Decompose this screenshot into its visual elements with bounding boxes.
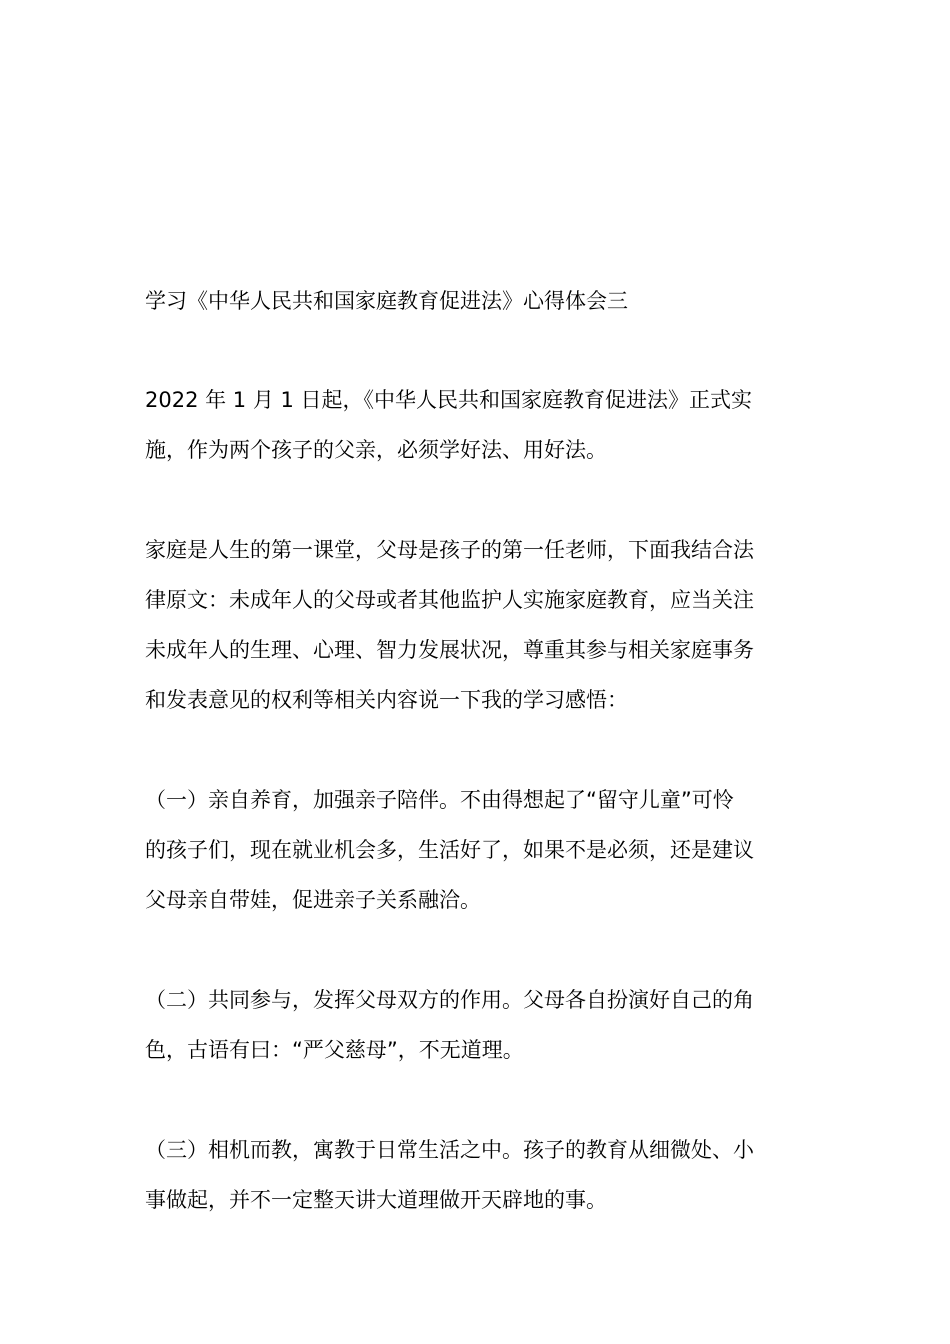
paragraph-law-text bbox=[145, 525, 810, 725]
document-title: 学习《中华人民共和国家庭教育促进法》心得体会三 bbox=[145, 289, 628, 313]
paragraph-intro bbox=[145, 375, 810, 475]
paragraph-point-three bbox=[145, 1125, 810, 1225]
paragraph-line: 父母亲自带娃，促进亲子关系融洽。 bbox=[145, 888, 481, 912]
paragraph-line: （三）相机而教，寓教于日常生活之中。孩子的教育从细微处、小 bbox=[145, 1138, 754, 1162]
paragraph-line: 2022 年 1 月 1 日起，《中华人民共和国家庭教育促进法》正式实 bbox=[145, 388, 753, 412]
paragraph-line: 事做起，并不一定整天讲大道理做开天辟地的事。 bbox=[145, 1188, 607, 1212]
paragraph-point-one bbox=[145, 775, 810, 925]
paragraph-point-two bbox=[145, 975, 810, 1075]
paragraph-line: 未成年人的生理、心理、智力发展状况，尊重其参与相关家庭事务 bbox=[145, 638, 754, 662]
paragraph-line: 律原文：未成年人的父母或者其他监护人实施家庭教育，应当关注 bbox=[145, 588, 754, 612]
paragraph-line: 家庭是人生的第一课堂，父母是孩子的第一任老师，下面我结合法 bbox=[145, 538, 754, 562]
paragraph-line: （二）共同参与，发挥父母双方的作用。父母各自扮演好自己的角 bbox=[145, 988, 754, 1012]
paragraph-line: 和发表意见的权利等相关内容说一下我的学习感悟： bbox=[145, 688, 628, 712]
paragraph-line: 色，古语有曰：“严父慈母”，不无道理。 bbox=[145, 1038, 524, 1062]
paragraph-line: 施，作为两个孩子的父亲，必须学好法、用好法。 bbox=[145, 438, 607, 462]
paragraph-line: 的孩子们，现在就业机会多，生活好了，如果不是必须，还是建议 bbox=[145, 838, 754, 862]
paragraph-line: （一）亲自养育，加强亲子陪伴。不由得想起了“留守儿童”可怜 bbox=[145, 788, 734, 812]
